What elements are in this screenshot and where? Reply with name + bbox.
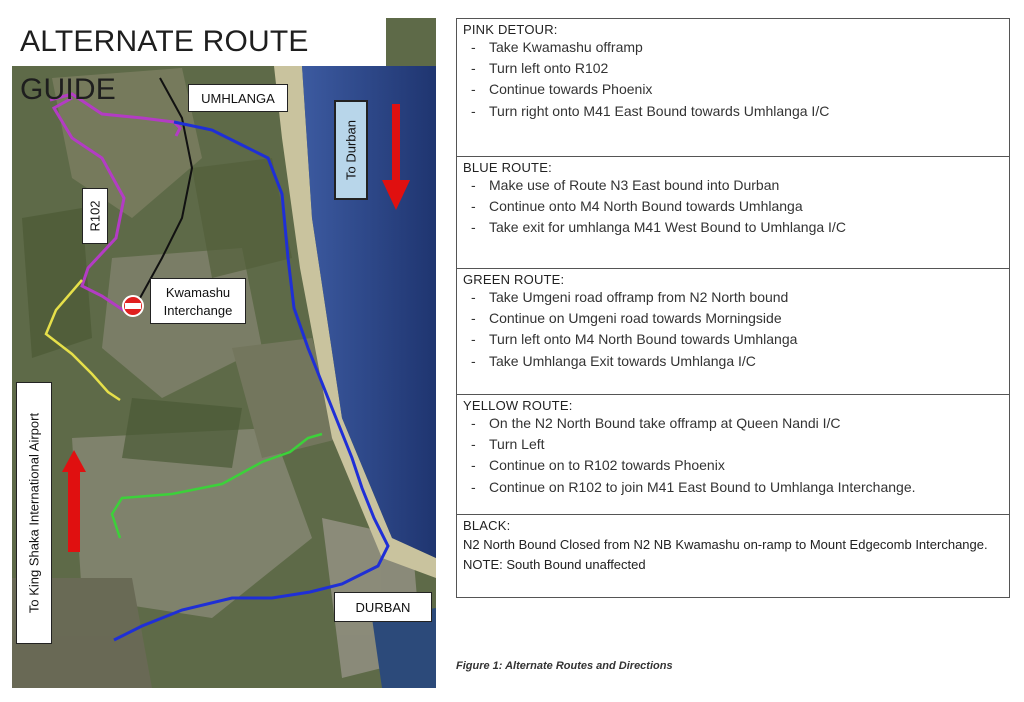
section-title: BLUE ROUTE: — [463, 160, 552, 175]
section-title: YELLOW ROUTE: — [463, 398, 573, 413]
to-durban-label — [334, 100, 368, 200]
route-directions-panel — [456, 18, 1010, 598]
to-airport-label-text: To King Shaka International Airport — [26, 412, 42, 614]
section-title: BLACK: — [463, 518, 511, 533]
step-item: - On the N2 North Bound take offramp at Queen Nandi I/C — [471, 413, 1003, 434]
step-item: - Continue on R102 to join M41 East Bound to Umhlanga Interchange. — [471, 477, 1003, 498]
step-item: - Continue towards Phoenix — [471, 79, 1004, 100]
map-graphic — [12, 18, 436, 688]
step-item: - Take Umgeni road offramp from N2 North bound — [471, 287, 1003, 308]
step-item: - Make use of Route N3 East bound into Durban — [471, 175, 1003, 196]
step-list — [463, 287, 1003, 372]
step-list — [463, 413, 1003, 498]
no-entry-icon — [123, 296, 143, 316]
kwamashu-label-line2: Interchange — [163, 303, 233, 318]
step-item: - Turn left onto R102 — [471, 58, 1004, 79]
yellow-route-section — [456, 394, 1010, 514]
r102-label — [82, 188, 108, 244]
black-section — [456, 514, 1010, 598]
to-durban-label-text: To Durban — [343, 120, 359, 180]
to-airport-label — [16, 382, 52, 644]
step-item: - Continue onto M4 North Bound towards Umhlanga — [471, 196, 1003, 217]
durban-label: DURBAN — [334, 592, 432, 622]
green-route-section — [456, 268, 1010, 394]
pink-detour-section — [456, 18, 1010, 156]
section-title: PINK DETOUR: — [463, 22, 558, 37]
section-title: GREEN ROUTE: — [463, 272, 565, 287]
blue-route-section — [456, 156, 1010, 268]
step-item: - Turn Left — [471, 434, 1003, 455]
step-item: - Continue on to R102 towards Phoenix — [471, 455, 1003, 476]
map-title: ALTERNATE ROUTE GUIDE — [12, 18, 386, 66]
step-item: - Take exit for umhlanga M41 West Bound to Umhlanga I/C — [471, 217, 1003, 238]
step-item: - Take Umhlanga Exit towards Umhlanga I/C — [471, 351, 1003, 372]
closure-notice: N2 North Bound Closed from N2 NB Kwamashu on-ramp to Mount Edgecomb Interchange. — [463, 537, 988, 552]
r102-label-text: R102 — [87, 200, 103, 232]
step-item: - Continue on Umgeni road towards Morningside — [471, 308, 1003, 329]
umhlanga-label: UMHLANGA — [188, 84, 288, 112]
step-list — [463, 37, 1004, 122]
step-list — [463, 175, 1003, 239]
step-item: - Take Kwamashu offramp — [471, 37, 1004, 58]
kwamashu-interchange-label — [150, 278, 246, 324]
step-item: - Turn right onto M41 East Bound towards Umhlanga I/C — [471, 101, 1004, 122]
kwamashu-label-line1: Kwamashu — [165, 285, 231, 300]
note-text: NOTE: South Bound unaffected — [463, 557, 646, 572]
route-map — [12, 18, 436, 688]
step-item: - Turn left onto M4 North Bound towards Umhlanga — [471, 329, 1003, 350]
figure-caption: Figure 1: Alternate Routes and Directions — [456, 660, 673, 672]
